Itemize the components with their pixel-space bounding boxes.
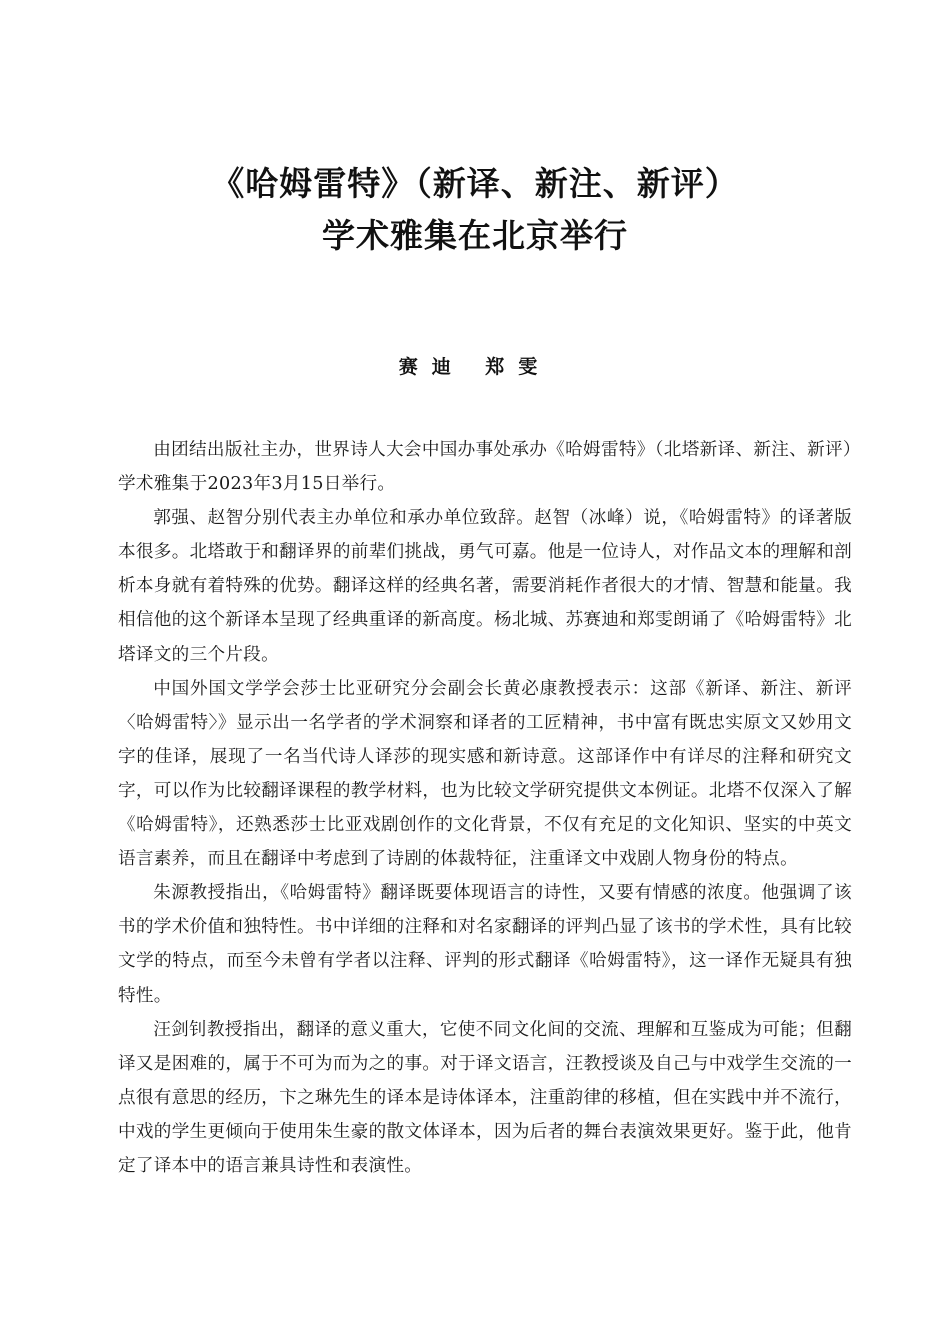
paragraph-3: 中国外国文学学会莎士比亚研究分会副会长黄必康教授表示：这部《新译、新注、新评〈哈姆雷特〉》显示出一名学者的学术洞察和译者的工匠精神，书中富有既忠实原文又妙用文字的佳译，展现了一名当代诗人译莎的现实感和新诗意。这部译作中有详尽的注释和研究文字，可以作为比较翻译课程的教学材料，也为比较文学研究提供文本例证。北塔不仅深入了解《哈姆雷特》，还熟悉莎士比亚戏剧创作的文化背景，不仅有充足的文化知识、坚实的中英文语言素养，而且在翻译中考虑到了诗剧的体裁特征，注重译文中戏剧人物身份的特点。 [118,678,852,870]
article-title-line-1: 《哈姆雷特》（新译、新注、新评） [211,164,739,203]
article-body [118,433,852,1183]
paragraph-5: 汪剑钊教授指出，翻译的意义重大，它使不同文化间的交流、理解和互鉴成为可能；但翻译又是困难的，属于不可为而为之的事。对于译文语言，汪教授谈及自己与中戏学生交流的一点很有意思的经历，卞之琳先生的译本是诗体译本，注重韵律的移植，但在实践中并不流行，中戏的学生更倾向于使用朱生豪的散文体译本，因为后者的舞台表演效果更好。鉴于此，他肯定了译本中的语言兼具诗性和表演性。 [118,1019,852,1176]
article-title-line-2: 学术雅集在北京举行 [322,216,628,255]
paragraph-4: 朱源教授指出，《哈姆雷特》翻译既要体现语言的诗性，又要有情感的浓度。他强调了该书的学术价值和独特性。书中详细的注释和对名家翻译的评判凸显了该书的学术性，具有比较文学的特点，而至今未曾有学者以注释、评判的形式翻译《哈姆雷特》，这一译作无疑具有独特性。 [118,883,852,1006]
article-authors: 赛迪 郑雯 [398,356,552,378]
paragraph-1: 由团结出版社主办，世界诗人大会中国办事处承办《哈姆雷特》（北塔新译、新注、新评）学术雅集于2023年3月15日举行。 [118,440,852,495]
paragraph-2: 郭强、赵智分别代表主办单位和承办单位致辞。赵智（冰峰）说，《哈姆雷特》的译著版本很多。北塔敢于和翻译界的前辈们挑战，勇气可嘉。他是一位诗人，对作品文本的理解和剖析本身就有着特殊的优势。翻译这样的经典名著，需要消耗作者很大的才情、智慧和能量。我相信他的这个新译本呈现了经典重译的新高度。杨北城、苏赛迪和郑雯朗诵了《哈姆雷特》北塔译文的三个片段。 [118,508,852,665]
